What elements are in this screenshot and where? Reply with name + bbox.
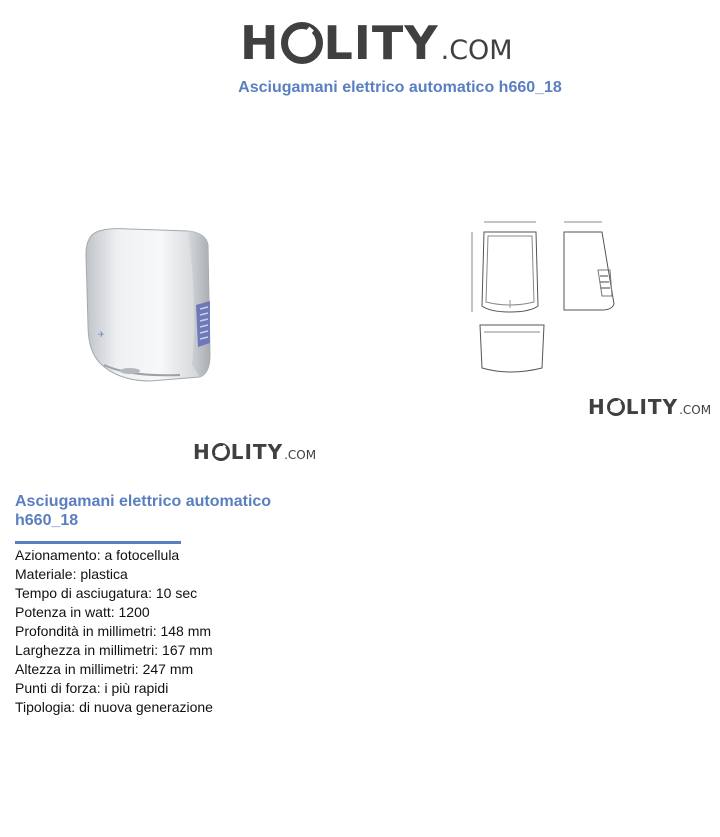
holity-logo-small-right — [588, 397, 711, 417]
logo-ring-icon — [281, 22, 323, 64]
holity-logo-small-left — [193, 442, 316, 462]
spec-item: Potenza in watt: 1200 — [15, 604, 150, 620]
spec-item: Tempo di asciugatura: 10 sec — [15, 585, 198, 601]
spec-item: Punti di forza: i più rapidi — [15, 680, 169, 696]
logo-ring-icon — [212, 443, 230, 461]
logo-letter: H — [240, 16, 280, 70]
spec-list — [15, 546, 213, 717]
logo-suffix: .COM — [440, 35, 513, 66]
holity-logo — [240, 16, 513, 70]
logo-ring-icon — [607, 398, 625, 416]
spec-item: Azionamento: a fotocellula — [15, 547, 180, 563]
logo-suffix: .COM — [679, 403, 712, 417]
logo-letters: LITY — [230, 440, 284, 464]
product-heading — [15, 492, 315, 530]
logo-letters: LITY — [625, 395, 679, 419]
spec-item: Materiale: plastica — [15, 566, 128, 582]
logo-letter: H — [193, 440, 211, 464]
svg-text:✈: ✈ — [98, 330, 105, 339]
product-photo — [60, 205, 240, 405]
product-heading-line2: h660_18 — [15, 512, 79, 529]
spec-item: Larghezza in millimetri: 167 mm — [15, 642, 213, 658]
heading-underline — [15, 541, 181, 544]
page-title: Asciugamani elettrico automatico h660_18 — [238, 79, 562, 96]
spec-item: Tipologia: di nuova generazione — [15, 699, 213, 715]
spec-item: Profondità in millimetri: 148 mm — [15, 623, 212, 639]
logo-letter: H — [588, 395, 606, 419]
product-heading-line1: Asciugamani elettrico automatico — [15, 493, 272, 510]
technical-drawing — [370, 160, 720, 430]
spec-item: Altezza in millimetri: 247 mm — [15, 661, 194, 677]
logo-suffix: .COM — [284, 448, 317, 462]
logo-letters: LITY — [323, 16, 439, 70]
